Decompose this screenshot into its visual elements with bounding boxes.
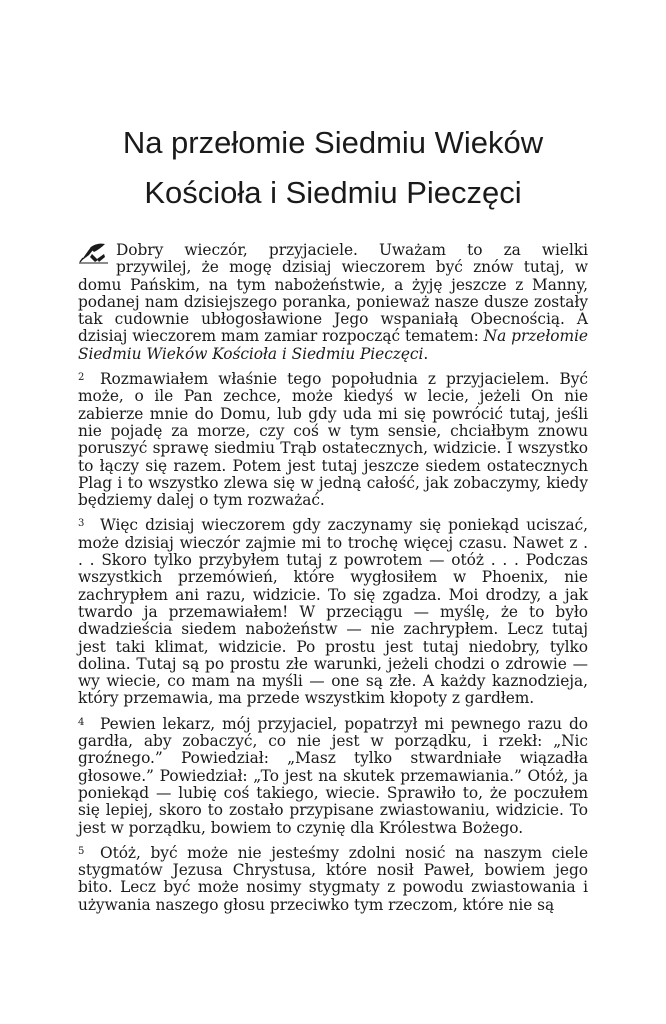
page-title-line-1: Na przełomie Siedmiu Wieków [122, 125, 544, 160]
paragraph-1-text: domu Pańskim, na tym nabożeństwie, a żyję jeszcze z Manny, podanej nam dzisiejszego poranka, ponieważ nasze dusze zostały tak cudownie ubłogosławione Jego wspaniałą Obecnością. A dzisiaj wieczorem mam zamiar rozpocząć tematem: [78, 275, 588, 346]
paragraph-1-end: . [423, 344, 429, 363]
quill-pen-icon [78, 242, 110, 264]
document-body [78, 242, 588, 920]
paragraph-number: 2 [78, 372, 85, 384]
sermon-title-italic: Na przełomie Siedmiu Wieków Kościoła i Siedmiu Pieczęci [78, 327, 588, 363]
paragraph-1-line-1: Dobry wieczór, przyjaciele. Uważam to za wielki [116, 241, 588, 259]
paragraph-number: 5 [78, 845, 85, 857]
title-block [78, 118, 588, 218]
paragraph-1-body [78, 259, 588, 363]
paragraph-5 [78, 843, 588, 914]
paragraph-3 [78, 515, 588, 707]
paragraph-4-text: Pewien lekarz, mój przyjaciel, popatrzył mi pewnego razu do gardła, aby zobaczyć, co nie jest w porządku, i rzekł: „Nic groźnego.” Powiedział: „Masz tylko stwardniałe wiązadła głosowe.” Powiedział: „To jest na skutek przemawiania.” Otóż, ja poniekąd — lubię coś takiego, wiecie. Sprawiło to, że poczułem się lepiej, skoro to zostało przypisane zwiastowaniu, widzicie. To jest w porządku, bowiem to czynię dla Królestwa Bożego. [78, 714, 588, 837]
paragraph-1-line-2: przywilej, że mogę dzisiaj wieczorem być znów tutaj, w [116, 258, 588, 277]
paragraph-5-text: Otóż, być może nie jesteśmy zdolni nosić na naszym ciele stygmatów Jezusa Chrystusa, które nosił Paweł, bowiem jego bito. Lecz być może nosimy stygmaty z powodu zwiastowania i używania naszego głosu przeciwko tym rzeczom, które nie są [78, 843, 588, 914]
paragraph-number: 4 [78, 716, 85, 728]
paragraph-4 [78, 714, 588, 837]
paragraph-1 [78, 242, 588, 363]
paragraph-2 [78, 369, 588, 509]
paragraph-number: 3 [78, 518, 85, 530]
page-title-line-2: Kościoła i Siedmiu Pieczęci [144, 175, 522, 210]
paragraph-3-text: Więc dzisiaj wieczorem gdy zaczynamy się poniekąd uciszać, może dzisiaj wieczór zajmie mi to trochę więcej czasu. Nawet z . . . Skoro tylko przybyłem tutaj z powrotem — otóż . . . Podczas wszystkich przemówień, które wygłosiłem w Phoenix, nie zachrypłem ani razu, widzicie. To się zgadza. Moi drodzy, a jak twardo ja przemawiałem! W przeciągu — myślę, że to było dwadzieścia siedem nabożeństw — nie zachrypłem. Lecz tutaj jest taki klimat, widzicie. Po prostu jest tutaj niedobry, tylko dolina. Tutaj są po prostu złe warunki, jeżeli chodzi o zdrowie — wy wiecie, co mam na myśli — one są złe. A każdy kaznodzieja, który przemawia, ma przede wszystkim kłopoty z gardłem. [78, 516, 588, 708]
paragraph-2-text: Rozmawiałem właśnie tego popołudnia z przyjacielem. Być może, o ile Pan zechce, może kiedyś w lecie, jeżeli On nie zabierze mnie do Domu, lub gdy uda mi się powrócić tutaj, jeśli nie pojadę za morze, czy coś w tym sensie, chciałbym znowu poruszyć sprawę siedmiu Trąb ostatecznych, widzicie. I wszystko to łączy się razem. Potem jest tutaj jeszcze siedem ostatecznych Plag i to wszystko zlewa się w jedną całość, jak zobaczymy, kiedy będziemy dalej o tym rozważać. [78, 370, 588, 510]
